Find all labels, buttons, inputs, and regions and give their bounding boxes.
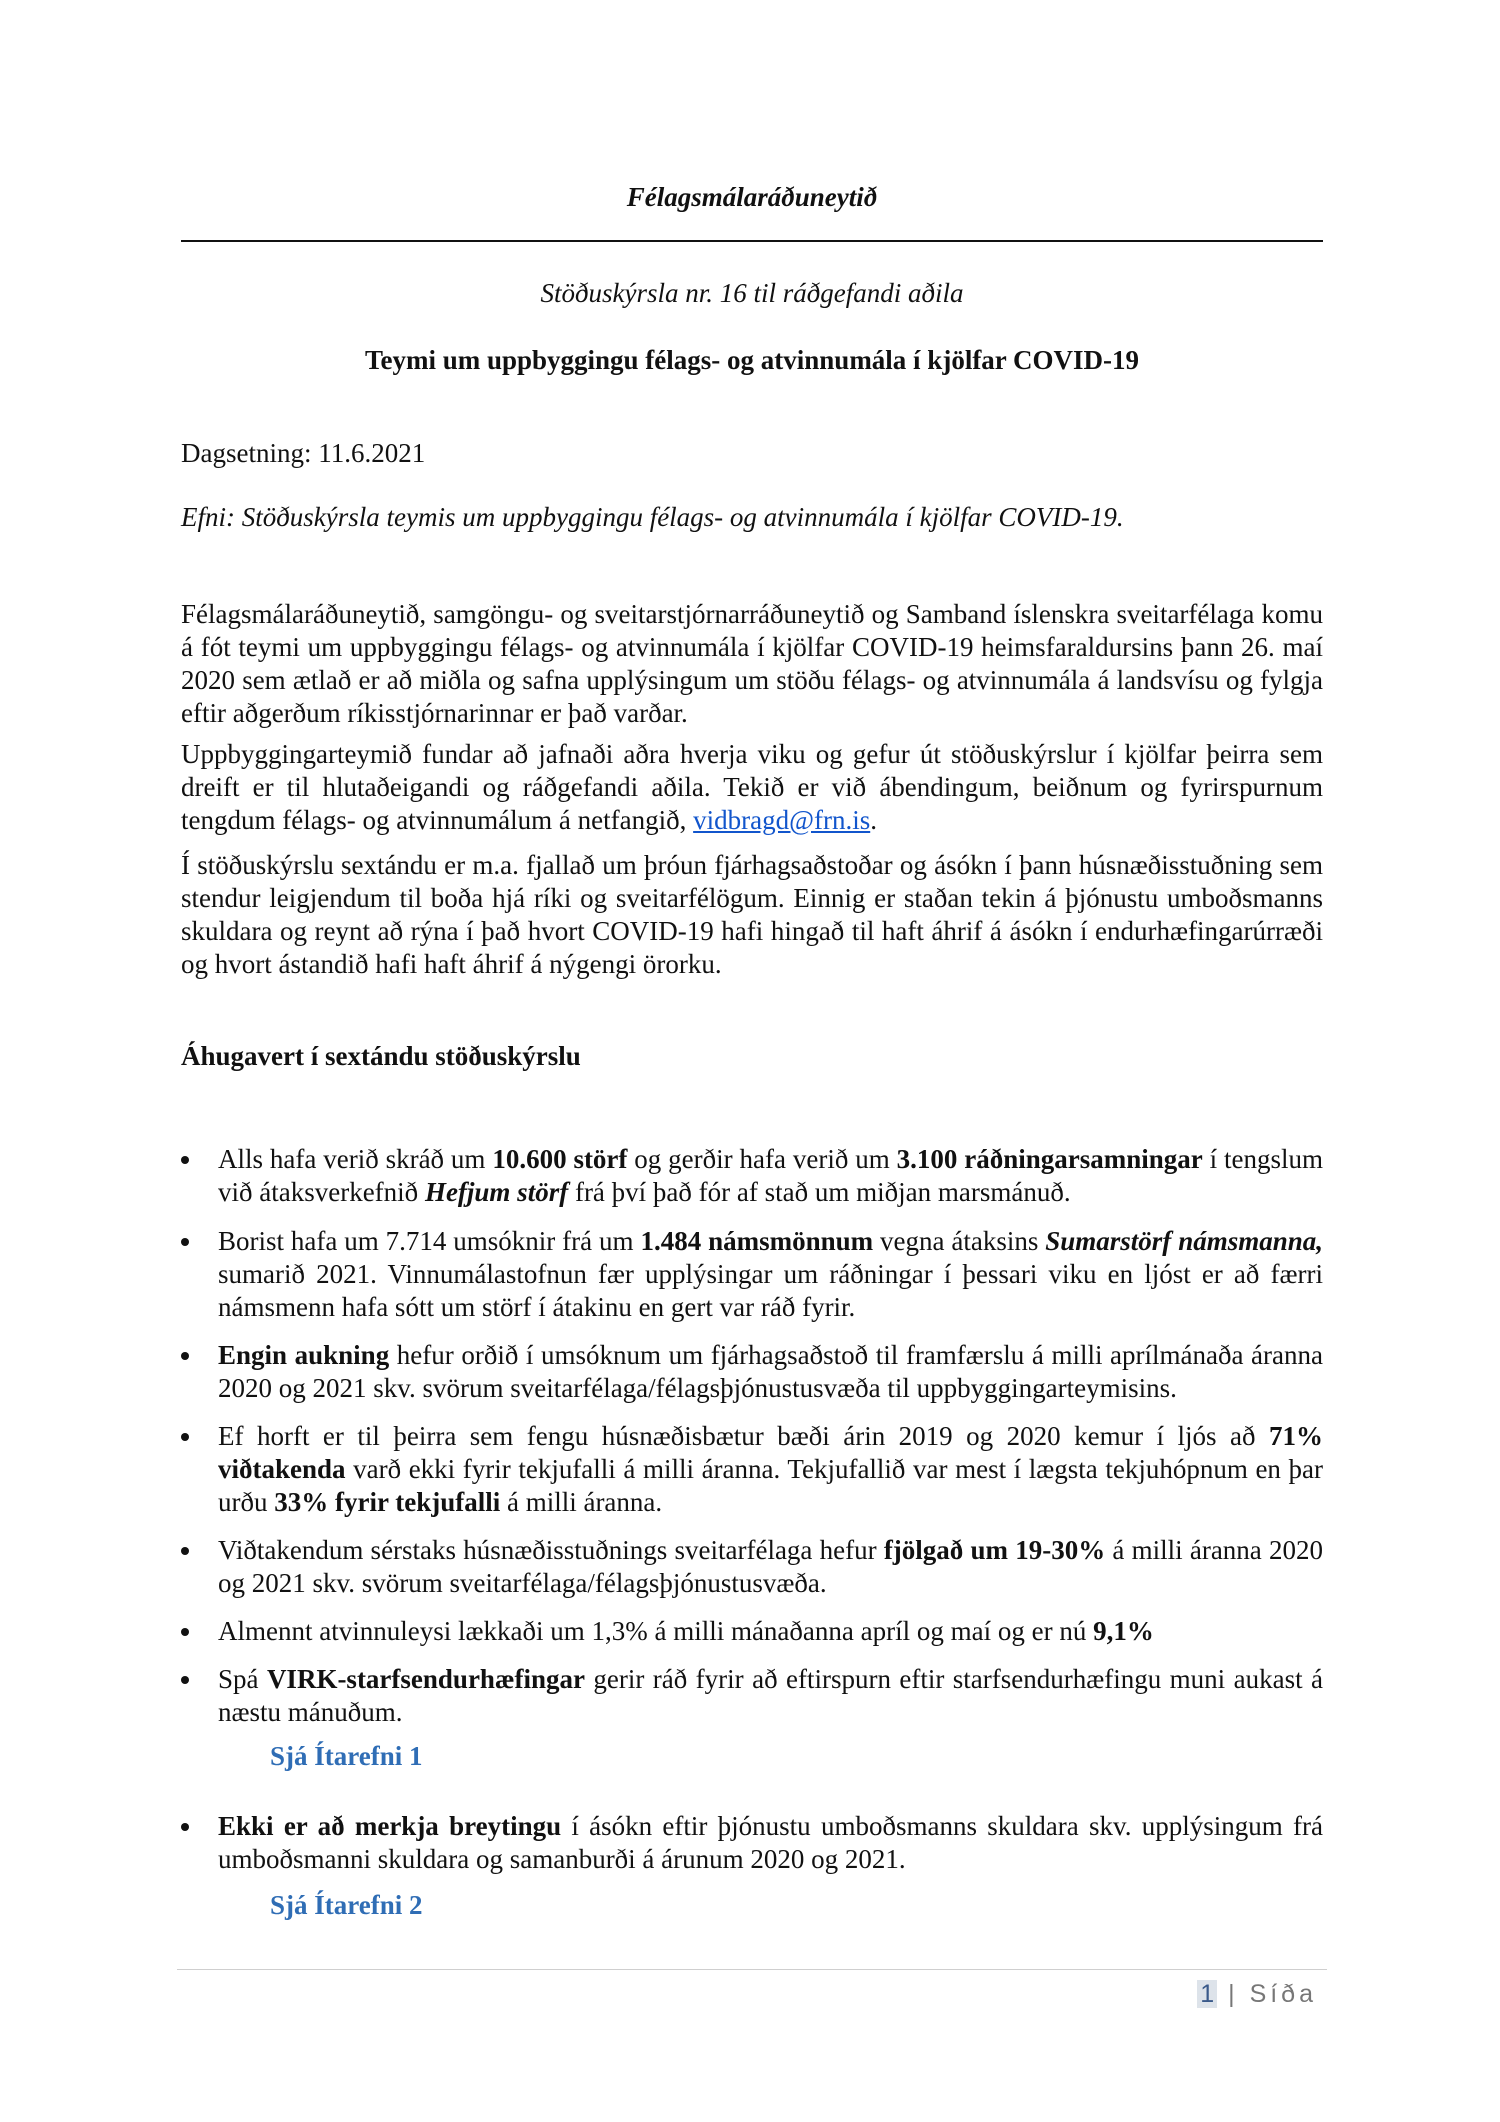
report-date: Dagsetning: 11.6.2021 — [181, 438, 426, 468]
email-link[interactable]: vidbragd@frn.is — [693, 805, 871, 835]
bullet-icon — [181, 1823, 189, 1831]
intro-paragraph-2: Uppbyggingarteymið fundar að jafnaði aðra hverja viku og gefur út stöðuskýrslur í kjölfar þeirra sem dreift er til hlutaðeigandi og ráðgefandi aðila. Tekið er við ábendingum, beiðnum og fyrirspurnum tengdum félags- og atvinnumálum á netfangið, vidbragd@frn.is. — [181, 739, 1323, 835]
report-subject: Efni: Stöðuskýrsla teymis um uppbyggingu félags- og atvinnumála í kjölfar COVID-19. — [181, 502, 1124, 532]
intro-paragraph-1: Félagsmálaráðuneytið, samgöngu- og sveitarstjórnarráðuneytið og Samband íslenskra sveitarfélaga komu á fót teymi um uppbyggingu félags- og atvinnumála í kjölfar COVID-19 heimsfaraldursins þann 26. maí 2020 sem ætlað er að miðla og safna upplýsingum um stöðu félags- og atvinnumála á landsvísu og fylgja eftir aðgerðum ríkisstjórnarinnar er það varðar. — [181, 599, 1323, 728]
page-number: 1 — [1197, 1980, 1217, 2008]
bullet-icon — [181, 1352, 189, 1360]
see-more-link-1[interactable]: Sjá Ítarefni 1 — [270, 1741, 423, 1771]
highlights-heading: Áhugavert í sextándu stöðuskýrslu — [181, 1041, 581, 1071]
bullet-icon — [181, 1628, 189, 1636]
footer-divider — [177, 1969, 1327, 1970]
header-divider — [181, 240, 1323, 242]
footer-separator: | — [1228, 1980, 1239, 2008]
bullet-icon — [181, 1433, 189, 1441]
ministry-name: Félagsmálaráðuneytið — [626, 182, 878, 212]
bullet-icon — [181, 1156, 189, 1164]
page-label: Síða — [1249, 1980, 1317, 2008]
bullet-icon — [181, 1238, 189, 1246]
intro-paragraph-2-text: Uppbyggingarteymið fundar að jafnaði aðra hverja viku og gefur út stöðuskýrslur í kjölfar þeirra sem dreift er til hlutaðeigandi og ráðgefandi aðila. Tekið er við ábendingum, beiðnum og fyrirspurnum tengdum félags- og atvinnumálum á netfangið, — [181, 739, 1323, 835]
see-more-link-2[interactable]: Sjá Ítarefni 2 — [270, 1890, 423, 1920]
report-subtitle: Stöðuskýrsla nr. 16 til ráðgefandi aðila — [540, 278, 964, 308]
intro-paragraph-3: Í stöðuskýrslu sextándu er m.a. fjallað um þróun fjárhagsaðstoðar og ásókn í þann húsnæðisstuðning sem stendur leigjendum til boða hjá ríki og sveitarfélögum. Einnig er staðan tekin á þjónustu umboðsmanns skuldara og reynt að rýna í það hvort COVID-19 hafi hingað til haft áhrif á ásókn í endurhæfingarúrræði og hvort ástandið hafi haft áhrif á nýgengi örorku. — [181, 850, 1323, 979]
page-title: Teymi um uppbyggingu félags- og atvinnumála í kjölfar COVID-19 — [364, 345, 1140, 375]
page-footer — [1197, 1978, 1317, 2011]
bullet-icon — [181, 1547, 189, 1555]
bullet-icon — [181, 1676, 189, 1684]
